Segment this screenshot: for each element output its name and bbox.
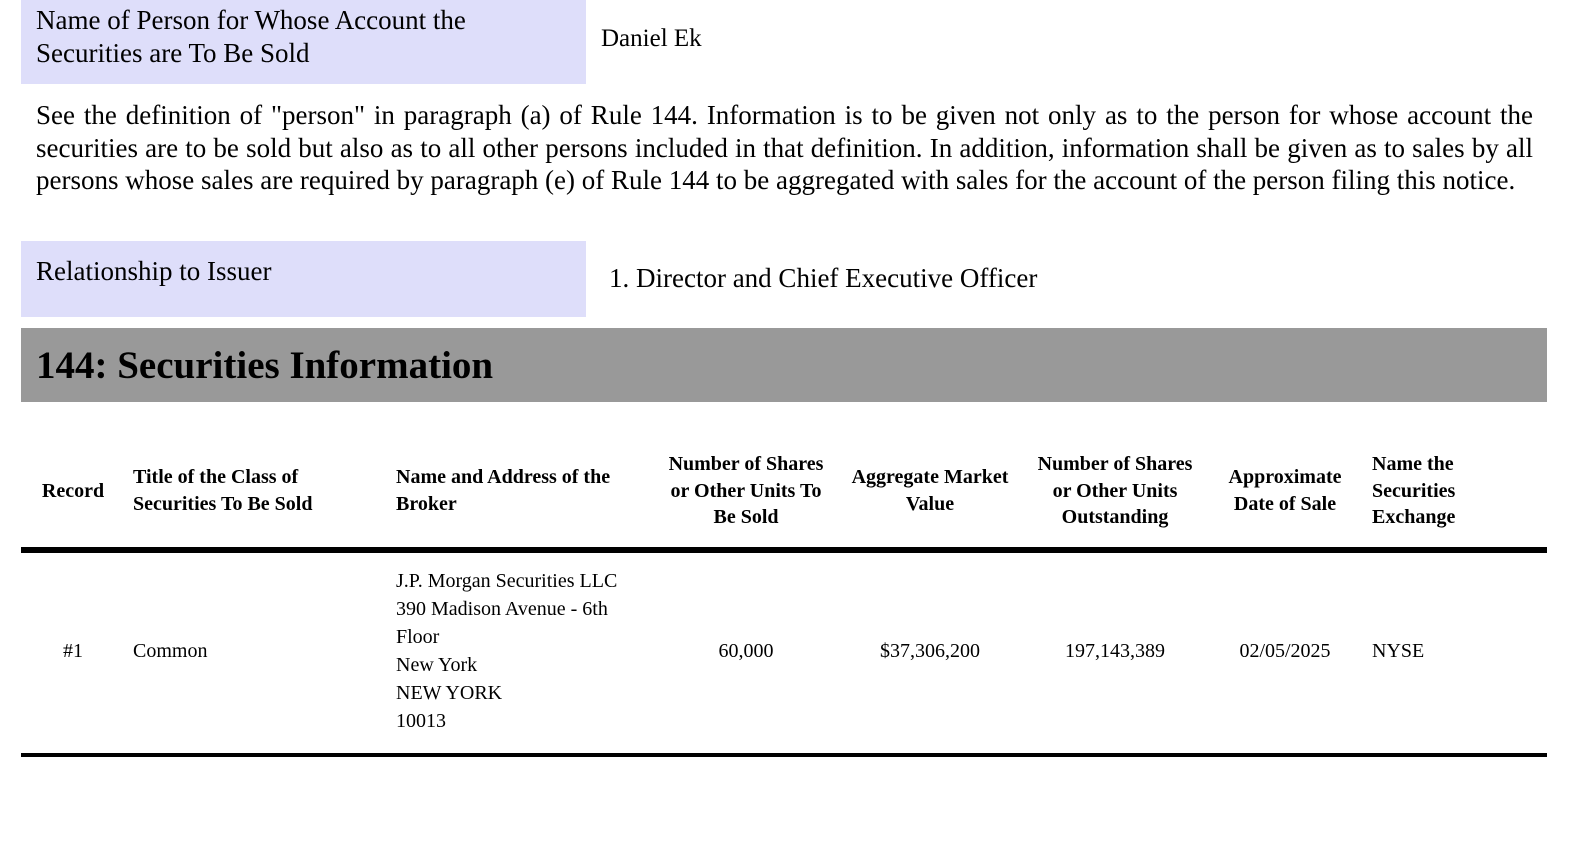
column-header-exchange: Name the Securities Exchange xyxy=(1364,448,1547,550)
class-title-cell: Common xyxy=(125,550,388,755)
exchange-cell: NYSE xyxy=(1364,550,1547,755)
table-header-row xyxy=(21,448,1547,550)
column-header-class-title: Title of the Class of Securities To Be Sold xyxy=(125,448,388,550)
relationship-label: Relationship to Issuer xyxy=(21,241,586,317)
table-row xyxy=(21,550,1547,755)
column-header-record: Record xyxy=(21,448,125,550)
column-header-broker: Name and Address of the Broker xyxy=(388,448,656,550)
broker-state: NEW YORK xyxy=(396,681,503,704)
broker-city: New York xyxy=(396,653,478,676)
person-name-label: Name of Person for Whose Account the Securities are To Be Sold xyxy=(21,0,586,84)
column-header-approx-date-of-sale: Approximate Date of Sale xyxy=(1206,448,1364,550)
units-outstanding-cell: 197,143,389 xyxy=(1024,550,1206,755)
record-cell: #1 xyxy=(21,550,125,755)
relationship-value: 1. Director and Chief Executive Officer xyxy=(609,263,1038,293)
column-header-aggregate-market-value: Aggregate Market Value xyxy=(836,448,1024,550)
units-to-be-sold-cell: 60,000 xyxy=(656,550,836,755)
securities-section-header xyxy=(21,328,1547,402)
broker-zip: 10013 xyxy=(396,709,446,732)
broker-cell xyxy=(388,550,656,755)
aggregate-market-value-cell: $37,306,200 xyxy=(836,550,1024,755)
column-header-units-outstanding: Number of Shares or Other Units Outstanding xyxy=(1024,448,1206,550)
securities-table xyxy=(21,448,1547,757)
broker-name: J.P. Morgan Securities LLC xyxy=(396,569,618,592)
person-name-value: Daniel Ek xyxy=(601,25,702,52)
broker-street: 390 Madison Avenue - 6th Floor xyxy=(396,597,608,648)
securities-section-title: 144: Securities Information xyxy=(36,343,494,387)
person-definition-note: See the definition of "person" in paragraph (a) of Rule 144. Information is to be given not only as to the person for whose account the securities are to be sold but also as to all other persons included in that definition. In addition, information shall be given as to sales by all persons whose sales are required by paragraph (e) of Rule 144 to be aggregated with sales for the account of the person filing this notice. xyxy=(36,100,1533,195)
approx-date-of-sale-cell: 02/05/2025 xyxy=(1206,550,1364,755)
column-header-units-to-be-sold: Number of Shares or Other Units To Be Sold xyxy=(656,448,836,550)
